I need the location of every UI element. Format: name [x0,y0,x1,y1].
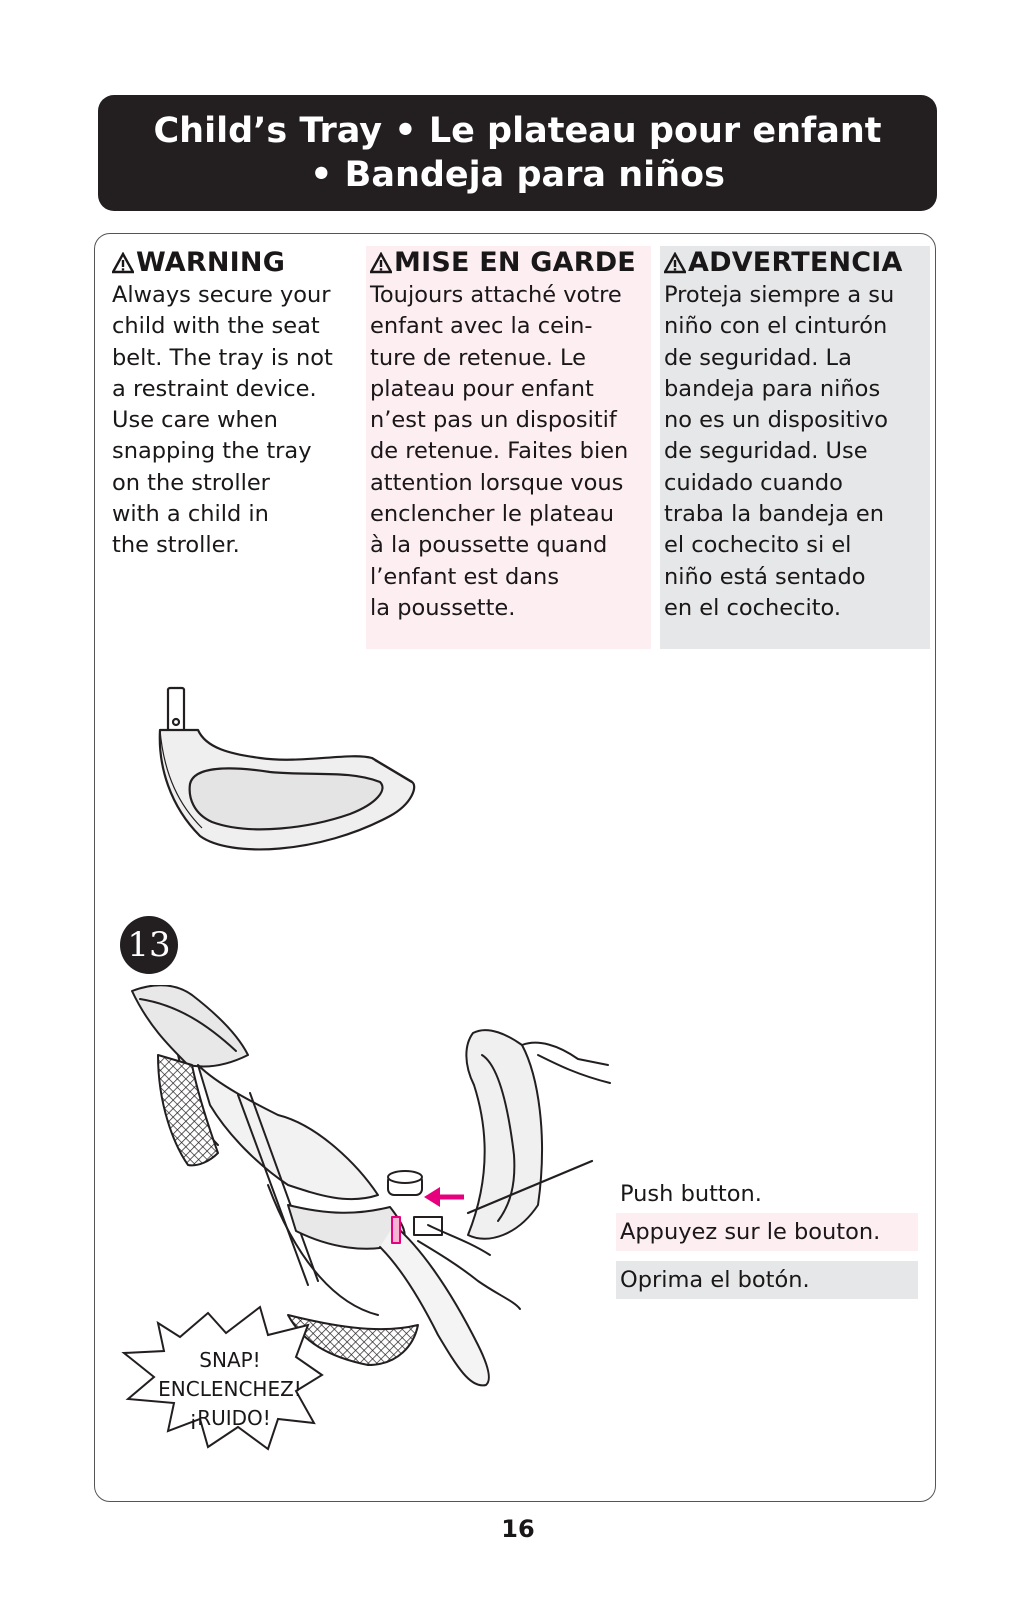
warning-text-line: on the stroller [112,469,270,496]
tray-illustration [150,686,430,876]
warning-heading-es [664,246,930,280]
warning-text-line: el cochecito si el [664,532,852,559]
warning-text-line: plateau pour enfant [370,375,594,402]
warning-text-line: l’enfant est dans [370,563,560,590]
warning-text-line: en el cochecito. [664,594,842,621]
warning-icon [664,252,686,274]
warning-text-line: the stroller. [112,532,240,559]
warning-icon [370,252,392,274]
snap-text-line: ¡RUIDO! [189,1406,271,1430]
warning-text-line: Always secure your [112,282,331,308]
snap-text-line: ENCLENCHEZ! [158,1377,302,1401]
warning-english [112,246,352,562]
warning-text-line: niño con el cinturón [664,313,888,340]
warning-text-line: attention lorsque vous [370,469,624,496]
callout-spanish: Oprima el botón. [616,1261,918,1299]
warning-text-line: Use care when [112,407,278,434]
warning-title-en: WARNING [136,247,286,278]
section-title-line-1: Child’s Tray • Le plateau pour enfant [153,111,882,151]
step-number: 13 [127,925,171,965]
warning-text-line: la poussette. [370,594,516,621]
warning-text-line: a restraint device. [112,375,317,402]
step-number-badge [120,916,178,974]
warning-text-line: de seguridad. Use [664,438,868,465]
callout-french: Appuyez sur le bouton. [616,1213,918,1251]
warning-text-line: à la poussette quand [370,532,608,559]
warning-text-line: de seguridad. La [664,344,852,371]
page-number: 16 [501,1515,535,1543]
warning-heading-en [112,246,352,280]
callout-english: Push button. [620,1181,762,1207]
warning-text-line: no es un dispositivo [664,407,889,434]
warning-text-line: enclencher le plateau [370,501,614,528]
warning-text-line: de retenue. Faites bien [370,438,629,465]
warning-text-line: Proteja siempre a su [664,282,895,308]
warning-text-line: niño está sentado [664,563,866,590]
warning-text-line: ture de retenue. Le [370,344,587,371]
warning-title-fr: MISE EN GARDE [394,247,636,278]
warning-title-es: ADVERTENCIA [688,247,903,278]
warning-text-line: bandeja para niños [664,375,881,402]
warning-text-line: n’est pas un dispositif [370,407,617,434]
warning-text-line: enfant avec la cein- [370,313,593,340]
section-title-line-2: • Bandeja para niños [310,155,725,195]
warning-spanish [660,246,930,649]
warning-text-line: snapping the tray [112,438,312,465]
warning-french [366,246,651,649]
warning-text-line: with a child in [112,501,269,528]
warning-icon [112,252,134,274]
warning-text-line: child with the seat [112,313,320,340]
warning-text-line: traba la bandeja en [664,501,885,528]
warning-text-line: Toujours attaché votre [370,282,622,308]
warning-text-line: belt. The tray is not [112,344,333,371]
warning-text-line: cuidado cuando [664,469,843,496]
section-header [98,95,937,211]
warning-heading-fr [370,246,651,280]
snap-text [140,1346,320,1433]
push-direction-arrow-icon [424,1187,464,1207]
snap-text-line: SNAP! [199,1348,261,1372]
